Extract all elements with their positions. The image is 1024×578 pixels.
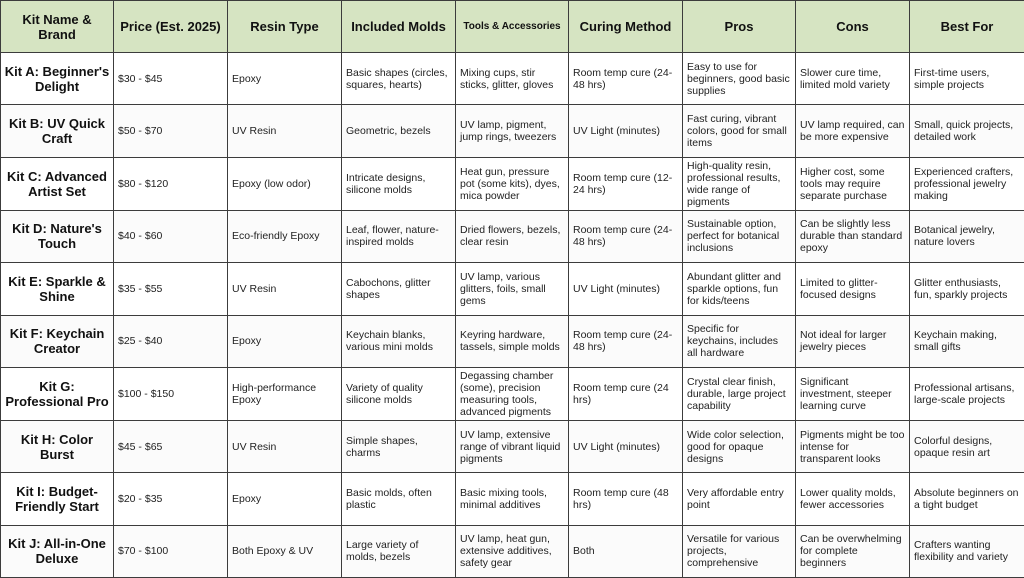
cons-cell: Higher cost, some tools may require separate purchase bbox=[796, 157, 910, 210]
tools-cell: Heat gun, pressure pot (some kits), dyes, mica powder bbox=[456, 157, 569, 210]
pros-cell: Wide color selection, good for opaque designs bbox=[683, 420, 796, 472]
pros-cell: Abundant glitter and sparkle options, fun for kids/teens bbox=[683, 263, 796, 315]
table-row bbox=[1, 367, 1024, 420]
resin-type-cell: UV Resin bbox=[228, 420, 342, 472]
kit-name-cell: Kit B: UV Quick Craft bbox=[1, 105, 114, 157]
price-cell: $30 - $45 bbox=[114, 53, 228, 105]
header-resin-type: Resin Type bbox=[228, 1, 342, 53]
best-for-cell: First-time users, simple projects bbox=[910, 53, 1024, 105]
price-cell: $100 - $150 bbox=[114, 367, 228, 420]
curing-cell: UV Light (minutes) bbox=[569, 105, 683, 157]
resin-type-cell: Epoxy bbox=[228, 473, 342, 525]
price-cell: $20 - $35 bbox=[114, 473, 228, 525]
curing-cell: Room temp cure (24-48 hrs) bbox=[569, 53, 683, 105]
table-row bbox=[1, 473, 1024, 525]
pros-cell: High-quality resin, professional results, wide range of pigments bbox=[683, 157, 796, 210]
resin-type-cell: UV Resin bbox=[228, 105, 342, 157]
price-cell: $70 - $100 bbox=[114, 525, 228, 577]
cons-cell: Significant investment, steeper learning curve bbox=[796, 367, 910, 420]
table-row bbox=[1, 210, 1024, 262]
header-price: Price (Est. 2025) bbox=[114, 1, 228, 53]
header-kit-name: Kit Name & Brand bbox=[1, 1, 114, 53]
table-row bbox=[1, 315, 1024, 367]
tools-cell: UV lamp, various glitters, foils, small gems bbox=[456, 263, 569, 315]
resin-type-cell: Epoxy bbox=[228, 315, 342, 367]
kit-name-cell: Kit I: Budget-Friendly Start bbox=[1, 473, 114, 525]
price-cell: $35 - $55 bbox=[114, 263, 228, 315]
molds-cell: Variety of quality silicone molds bbox=[342, 367, 456, 420]
best-for-cell: Absolute beginners on a tight budget bbox=[910, 473, 1024, 525]
cons-cell: Pigments might be too intense for transparent looks bbox=[796, 420, 910, 472]
molds-cell: Keychain blanks, various mini molds bbox=[342, 315, 456, 367]
header-tools-accessories: Tools & Accessories bbox=[456, 1, 569, 53]
pros-cell: Specific for keychains, includes all hardware bbox=[683, 315, 796, 367]
kit-name-cell: Kit C: Advanced Artist Set bbox=[1, 157, 114, 210]
tools-cell: UV lamp, extensive range of vibrant liquid pigments bbox=[456, 420, 569, 472]
kit-name-cell: Kit D: Nature's Touch bbox=[1, 210, 114, 262]
molds-cell: Basic molds, often plastic bbox=[342, 473, 456, 525]
tools-cell: Basic mixing tools, minimal additives bbox=[456, 473, 569, 525]
tools-cell: Keyring hardware, tassels, simple molds bbox=[456, 315, 569, 367]
resin-type-cell: UV Resin bbox=[228, 263, 342, 315]
header-pros: Pros bbox=[683, 1, 796, 53]
molds-cell: Large variety of molds, bezels bbox=[342, 525, 456, 577]
best-for-cell: Experienced crafters, professional jewelry making bbox=[910, 157, 1024, 210]
molds-cell: Simple shapes, charms bbox=[342, 420, 456, 472]
header-cons: Cons bbox=[796, 1, 910, 53]
cons-cell: Can be slightly less durable than standard epoxy bbox=[796, 210, 910, 262]
curing-cell: Room temp cure (48 hrs) bbox=[569, 473, 683, 525]
resin-type-cell: High-performance Epoxy bbox=[228, 367, 342, 420]
table-body bbox=[1, 53, 1024, 578]
best-for-cell: Colorful designs, opaque resin art bbox=[910, 420, 1024, 472]
header-curing-method: Curing Method bbox=[569, 1, 683, 53]
best-for-cell: Professional artisans, large-scale projects bbox=[910, 367, 1024, 420]
kit-name-cell: Kit J: All-in-One Deluxe bbox=[1, 525, 114, 577]
curing-cell: Room temp cure (24 hrs) bbox=[569, 367, 683, 420]
cons-cell: UV lamp required, can be more expensive bbox=[796, 105, 910, 157]
table-row bbox=[1, 525, 1024, 577]
header-best-for: Best For bbox=[910, 1, 1024, 53]
curing-cell: UV Light (minutes) bbox=[569, 263, 683, 315]
tools-cell: Dried flowers, bezels, clear resin bbox=[456, 210, 569, 262]
pros-cell: Crystal clear finish, durable, large project capability bbox=[683, 367, 796, 420]
table-row bbox=[1, 263, 1024, 315]
molds-cell: Cabochons, glitter shapes bbox=[342, 263, 456, 315]
kit-name-cell: Kit A: Beginner's Delight bbox=[1, 53, 114, 105]
cons-cell: Not ideal for larger jewelry pieces bbox=[796, 315, 910, 367]
cons-cell: Limited to glitter-focused designs bbox=[796, 263, 910, 315]
table-row bbox=[1, 420, 1024, 472]
best-for-cell: Small, quick projects, detailed work bbox=[910, 105, 1024, 157]
pros-cell: Fast curing, vibrant colors, good for small items bbox=[683, 105, 796, 157]
best-for-cell: Glitter enthusiasts, fun, sparkly projects bbox=[910, 263, 1024, 315]
pros-cell: Very affordable entry point bbox=[683, 473, 796, 525]
kit-name-cell: Kit H: Color Burst bbox=[1, 420, 114, 472]
curing-cell: Room temp cure (24-48 hrs) bbox=[569, 315, 683, 367]
curing-cell: Room temp cure (24-48 hrs) bbox=[569, 210, 683, 262]
molds-cell: Leaf, flower, nature-inspired molds bbox=[342, 210, 456, 262]
best-for-cell: Botanical jewelry, nature lovers bbox=[910, 210, 1024, 262]
tools-cell: UV lamp, pigment, jump rings, tweezers bbox=[456, 105, 569, 157]
curing-cell: Both bbox=[569, 525, 683, 577]
table-row bbox=[1, 105, 1024, 157]
resin-type-cell: Both Epoxy & UV bbox=[228, 525, 342, 577]
kit-name-cell: Kit E: Sparkle & Shine bbox=[1, 263, 114, 315]
best-for-cell: Crafters wanting flexibility and variety bbox=[910, 525, 1024, 577]
resin-type-cell: Epoxy bbox=[228, 53, 342, 105]
price-cell: $25 - $40 bbox=[114, 315, 228, 367]
price-cell: $80 - $120 bbox=[114, 157, 228, 210]
pros-cell: Versatile for various projects, comprehensive bbox=[683, 525, 796, 577]
cons-cell: Lower quality molds, fewer accessories bbox=[796, 473, 910, 525]
best-for-cell: Keychain making, small gifts bbox=[910, 315, 1024, 367]
molds-cell: Geometric, bezels bbox=[342, 105, 456, 157]
table-row bbox=[1, 53, 1024, 105]
tools-cell: Mixing cups, stir sticks, glitter, gloves bbox=[456, 53, 569, 105]
price-cell: $45 - $65 bbox=[114, 420, 228, 472]
tools-cell: UV lamp, heat gun, extensive additives, safety gear bbox=[456, 525, 569, 577]
header-row bbox=[1, 1, 1024, 53]
pros-cell: Sustainable option, perfect for botanical inclusions bbox=[683, 210, 796, 262]
pros-cell: Easy to use for beginners, good basic supplies bbox=[683, 53, 796, 105]
molds-cell: Intricate designs, silicone molds bbox=[342, 157, 456, 210]
curing-cell: Room temp cure (12-24 hrs) bbox=[569, 157, 683, 210]
kit-name-cell: Kit F: Keychain Creator bbox=[1, 315, 114, 367]
table-row bbox=[1, 157, 1024, 210]
resin-type-cell: Eco-friendly Epoxy bbox=[228, 210, 342, 262]
tools-cell: Degassing chamber (some), precision measuring tools, advanced pigments bbox=[456, 367, 569, 420]
cons-cell: Can be overwhelming for complete beginners bbox=[796, 525, 910, 577]
table-header bbox=[1, 1, 1024, 53]
resin-type-cell: Epoxy (low odor) bbox=[228, 157, 342, 210]
curing-cell: UV Light (minutes) bbox=[569, 420, 683, 472]
header-included-molds: Included Molds bbox=[342, 1, 456, 53]
molds-cell: Basic shapes (circles, squares, hearts) bbox=[342, 53, 456, 105]
kit-name-cell: Kit G: Professional Pro bbox=[1, 367, 114, 420]
price-cell: $40 - $60 bbox=[114, 210, 228, 262]
cons-cell: Slower cure time, limited mold variety bbox=[796, 53, 910, 105]
price-cell: $50 - $70 bbox=[114, 105, 228, 157]
